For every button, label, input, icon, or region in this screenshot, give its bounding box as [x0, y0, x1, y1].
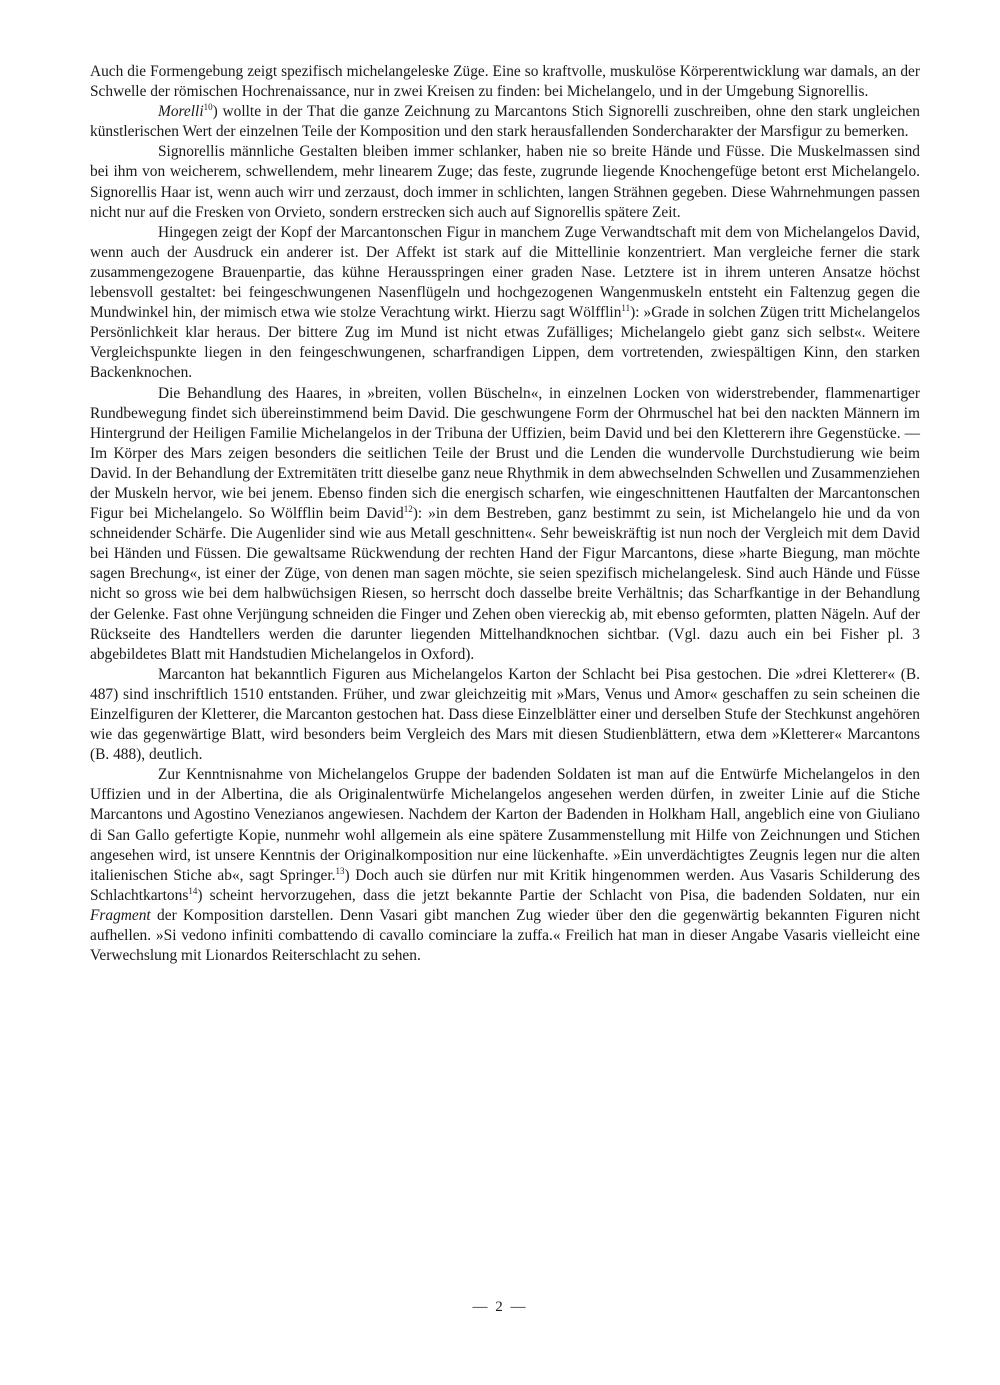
paragraph-text: ) Doch auch sie dürfen nur mit Kritik hingenommen werden. Aus Vasaris Schilderung des Schlachtkartons: [90, 866, 920, 904]
paragraph-text: Hingegen zeigt der Kopf der Marcantonschen Figur in manchem Zuge Verwandtschaft mit dem von Michelangelos David, wenn auch der Ausdruck ein anderer ist. Der Affekt ist stark auf die Mittellinie konzentriert. Man vergleiche ferner die stark zusammengezogene Brauenpartie, das kühne Herausspringen einer graden Nase. Letztere ist in ihrem unteren Ansatze höchst lebensvoll gestaltet: bei feingeschwungenen Nasenflügeln und hochgezogenen Wangenmuskeln entsteht ein Faltenzug gegen die Mundwinkel hin, der mimisch etwa wie stolze Verachtung wirkt. Hierzu sagt Wölfflin: [90, 223, 920, 322]
paragraph-text: Die Behandlung des Haares, in »breiten, vollen Büscheln«, in einzelnen Locken von widerstrebender, flammenartiger Rundbewegung findet sich übereinstimmend beim David. Die geschwungene Form der Ohrmuschel hat bei den nackten Männern im Hintergrund der Heiligen Familie Michelangelos in der Tribuna der Uffizien, beim David und bei den Kletterern ihre Gegenstücke. — Im Körper des Mars zeigen besonders die seitlichen Teile der Brust und die Lenden die wundervolle Durchstudierung wie beim David. In der Behandlung der Extremitäten tritt dieselbe ganz neue Rhythmik in dem abwechselnden Schwellen und Zusammenziehen der Muskeln hervor, wie bei jenem. Ebenso finden sich die energisch scharfen, wie eingeschnittenen Hautfalten der Marcantonschen Figur bei Michelangelo. So Wölfflin beim David: [90, 384, 920, 523]
paragraph-2: [90, 102, 920, 142]
paragraph-1: [90, 62, 920, 102]
footnote-ref-12: 12: [403, 503, 413, 514]
paragraph-4: [90, 223, 920, 384]
paragraph-text: Auch die Formengebung zeigt spezifisch michelangeleske Züge. Eine so kraftvolle, muskulöse Körperentwicklung war damals, an der Schwelle der römischen Hochrenaissance, nur in zwei Kreisen zu finden: bei Michelangelo, und in der Umgebung Signorellis.: [90, 63, 920, 101]
page-number: — 2 —: [472, 1299, 528, 1315]
paragraph-3: [90, 142, 920, 222]
emphasis-fragment: Fragment: [90, 906, 151, 924]
paragraph-5: [90, 384, 920, 665]
document-body: [90, 62, 920, 966]
paragraph-7: [90, 765, 920, 966]
footnote-ref-13: 13: [335, 865, 345, 876]
paragraph-text: Zur Kenntnisnahme von Michelangelos Gruppe der badenden Soldaten ist man auf die Entwürfe Michelangelos in den Uffizien und in der Albertina, die als Originalentwürfe Michelangelos angesehen werden dürfen, in zweiter Linie auf die Stiche Marcantons und Agostino Venezianos angewiesen. Nachdem der Karton der Badenden in Holkham Hall, angeblich eine von Giuliano di San Gallo gefertigte Kopie, nunmehr wohl allgemein als eine spätere Zusammenstellung mit Hilfe von Zeichnungen und Stichen angesehen wird, ist unsere Kenntnis der Originalkomposition nur eine lückenhafte. »Ein unverdächtigtes Zeugnis legen nur die alten italienischen Stiche ab«, sagt Springer.: [90, 766, 920, 884]
paragraph-text: ) wollte in der That die ganze Zeichnung zu Marcantons Stich Signorelli zuschreiben, ohne den stark ungleichen künstlerischen Wert der einzelnen Teile der Komposition und den stark herausfallenden Sondercharakter der Marsfigur zu bemerken.: [90, 103, 920, 141]
footnote-ref-14: 14: [188, 885, 198, 896]
paragraph-text: Signorellis männliche Gestalten bleiben immer schlanker, haben nie so breite Hände und Füsse. Die Muskelmassen sind bei ihm von weicherem, schwellendem, mehr linearem Zuge; das feste, zugrunde liegende Knochengefüge betont erst Michelangelo. Signorellis Haar ist, wenn auch wirr und zerzaust, doch immer in schlichten, langen Strähnen gegeben. Diese Wahrnehmungen passen nicht nur auf die Fresken von Orvieto, sondern erstrecken sich auch auf Signorellis spätere Zeit.: [90, 143, 920, 221]
paragraph-text: ) scheint hervorzugehen, dass die jetzt bekannte Partie der Schlacht von Pisa, die badenden Soldaten, nur ein: [197, 886, 920, 904]
paragraph-text: der Komposition darstellen. Denn Vasari gibt manchen Zug wieder über den die gegenwärtig bekannten Figuren nicht aufhellen. »Si vedono infiniti combattendo di cavallo cominciare la zuffa.« Freilich hat man in dieser Angabe Vasaris vielleicht eine Verwechslung mit Lionardos Reiterschlacht zu sehen.: [90, 906, 920, 965]
paragraph-text: ): »in dem Bestreben, ganz bestimmt zu sein, ist Michelangelo hie und da von schneidender Schärfe. Die Augenlider sind wie aus Metall geschnitten«. Sehr beweiskräftig ist nun noch der Vergleich mit dem David bei Händen und Füssen. Die gewaltsame Rückwendung der rechten Hand der Figur Marcantons, diese »harte Biegung, man möchte sagen Brechung«, ist einer der Züge, von denen man sagen möchte, sie seien spezifisch michelangelesk. Sind auch Hände und Füsse nicht so gross wie bei dem halbwüchsigen Riesen, so herrscht doch dasselbe breite Verhältnis; das Scharfkantige in der Behandlung der Gelenke. Fast ohne Verjüngung schneiden die Finger und Zehen oben viereckig ab, mit ebenso geformten, platten Nägeln. Auf der Rückseite des Handtellers werden die darunter liegenden Mittelhandknochen sichtbar. (Vgl. dazu auch ein bei Fisher pl. 3 abgebildetes Blatt mit Handstudien Michelangelos in Oxford).: [90, 505, 920, 663]
footnote-ref-11: 11: [621, 303, 631, 313]
paragraph-text: Marcanton hat bekanntlich Figuren aus Michelangelos Karton der Schlacht bei Pisa gestochen. Die »drei Kletterer« (B. 487) sind inschriftlich 1510 entstanden. Früher, und zwar gleichzeitig mit »Mars, Venus und Amor« geschaffen zu sein scheinen die Einzelfiguren der Kletterer, die Marcanton gestochen hat. Dass diese Einzelblätter einer und derselben Stufe der Stechkunst angehören wie das gegenwärtige Blatt, wird besonders beim Vergleich des Mars mit diesen Studienblättern, etwa dem »Kletterer« Marcantons (B. 488), deutlich.: [90, 665, 920, 764]
paragraph-6: [90, 665, 920, 765]
paragraph-text: ): »Grade in solchen Zügen tritt Michelangelos Persönlichkeit klar heraus. Der bittere Zug im Mund ist nicht etwas Zufälliges; Michelangelo giebt ganz sich selbst«. Weitere Vergleichspunkte liegen in den feingeschwungenen, scharfrandigen Lippen, dem vortretenden, zwiespältigen Kinn, den starken Backenknochen.: [90, 304, 921, 382]
footnote-ref-10: 10: [203, 102, 213, 113]
author-name-morelli: Morelli: [158, 103, 204, 121]
